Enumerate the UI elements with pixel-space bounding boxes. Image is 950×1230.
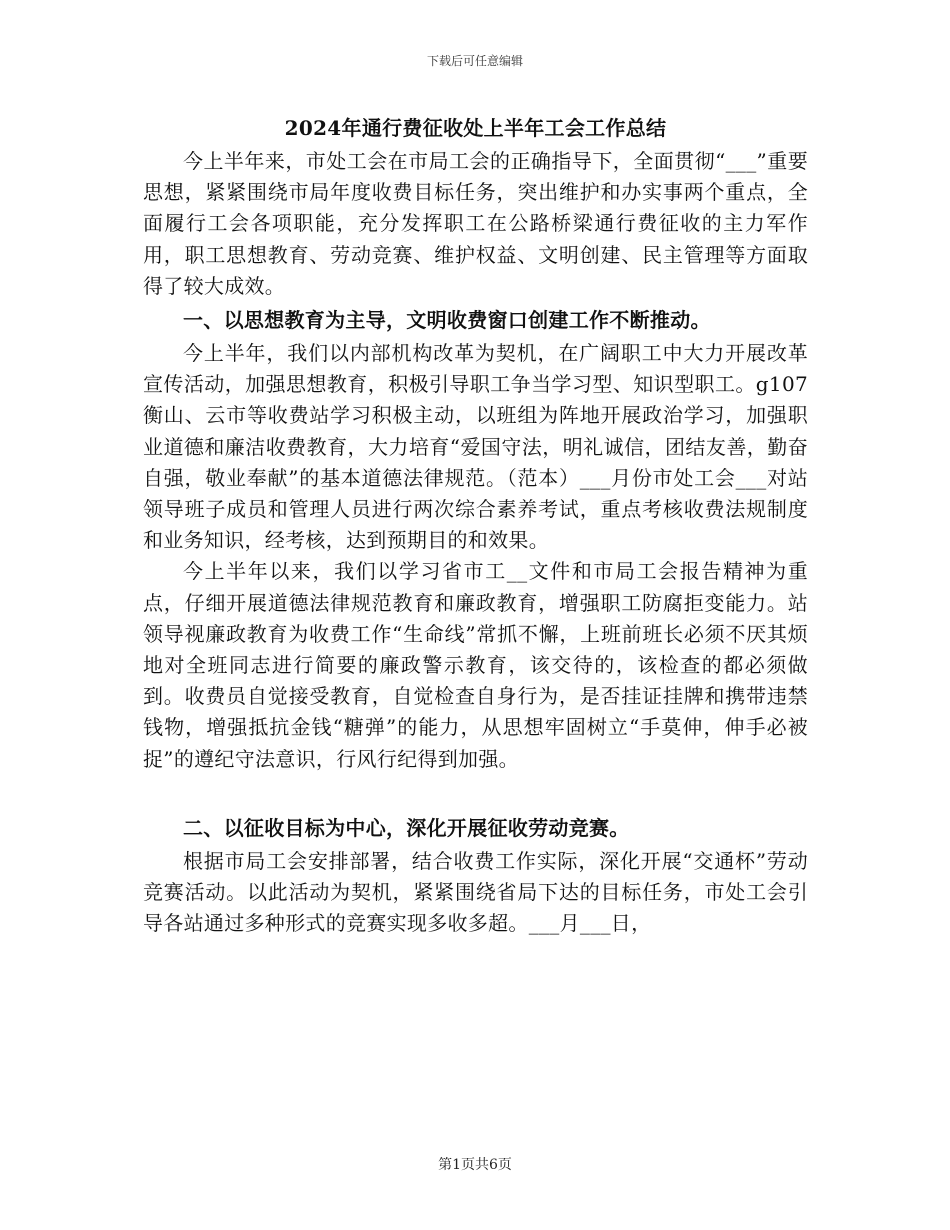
- section-1-paragraph-2: 今上半年以来，我们以学习省市工__文件和市局工会报告精神为重点，仔细开展道德法律规范教育和廉政教育，增强职工防腐拒变能力。站领导视廉政教育为收费工作“生命线”常抓不懈，上班前班长必须不厌其烦地对全班同志进行简要的廉政警示教育，该交待的，该检查的都必须做到。收费员自觉接受教育，自觉检查自身行为，是否挂证挂牌和携带违禁钱物，增强抵抗金钱“糖弹”的能力，从思想牢固树立“手莫伸，伸手必被捉”的遵纪守法意识，行风行纪得到加强。: [143, 559, 808, 771]
- spacer: [143, 775, 808, 808]
- document-body: [143, 113, 808, 939]
- document-title: 2024年通行费征收处上半年工会工作总结: [284, 116, 667, 140]
- section-2-paragraph-1: 根据市局工会安排部署，结合收费工作实际，深化开展“交通杯”劳动竞赛活动。以此活动为契机，紧紧围绕省局下达的目标任务，市处工会引导各站通过多种形式的竞赛实现多收多超。___月___日，: [143, 848, 808, 936]
- page-footer: 第1页共6页: [438, 1157, 512, 1173]
- section-2-heading: 二、以征收目标为中心，深化开展征收劳动竞赛。: [183, 815, 630, 840]
- section-1-paragraph-1: 今上半年，我们以内部机构改革为契机，在广阔职工中大力开展改革宣传活动，加强思想教育，积极引导职工争当学习型、知识型职工。g107衡山、云市等收费站学习积极主动，以班组为阵地开展政治学习，加强职业道德和廉洁收费教育，大力培育“爱国守法，明礼诚信，团结友善，勤奋自强，敬业奉献”的基本道德法律规范。（范本）___月份市处工会___对站领导班子成员和管理人员进行两次综合素养考试，重点考核收费法规制度和业务知识，经考核，达到预期目的和效果。: [143, 341, 808, 553]
- section-1-heading: 一、以思想教育为主导，文明收费窗口创建工作不断推动。: [183, 308, 711, 333]
- intro-paragraph: 今上半年来，市处工会在市局工会的正确指导下，全面贯彻“___”重要思想，紧紧围绕市局年度收费目标任务，突出维护和办实事两个重点，全面履行工会各项职能，充分发挥职工在公路桥梁通行费征收的主力军作用，职工思想教育、劳动竞赛、维护权益、文明创建、民主管理等方面取得了较大成效。: [143, 149, 808, 298]
- page-header: 下载后可任意编辑: [426, 54, 523, 68]
